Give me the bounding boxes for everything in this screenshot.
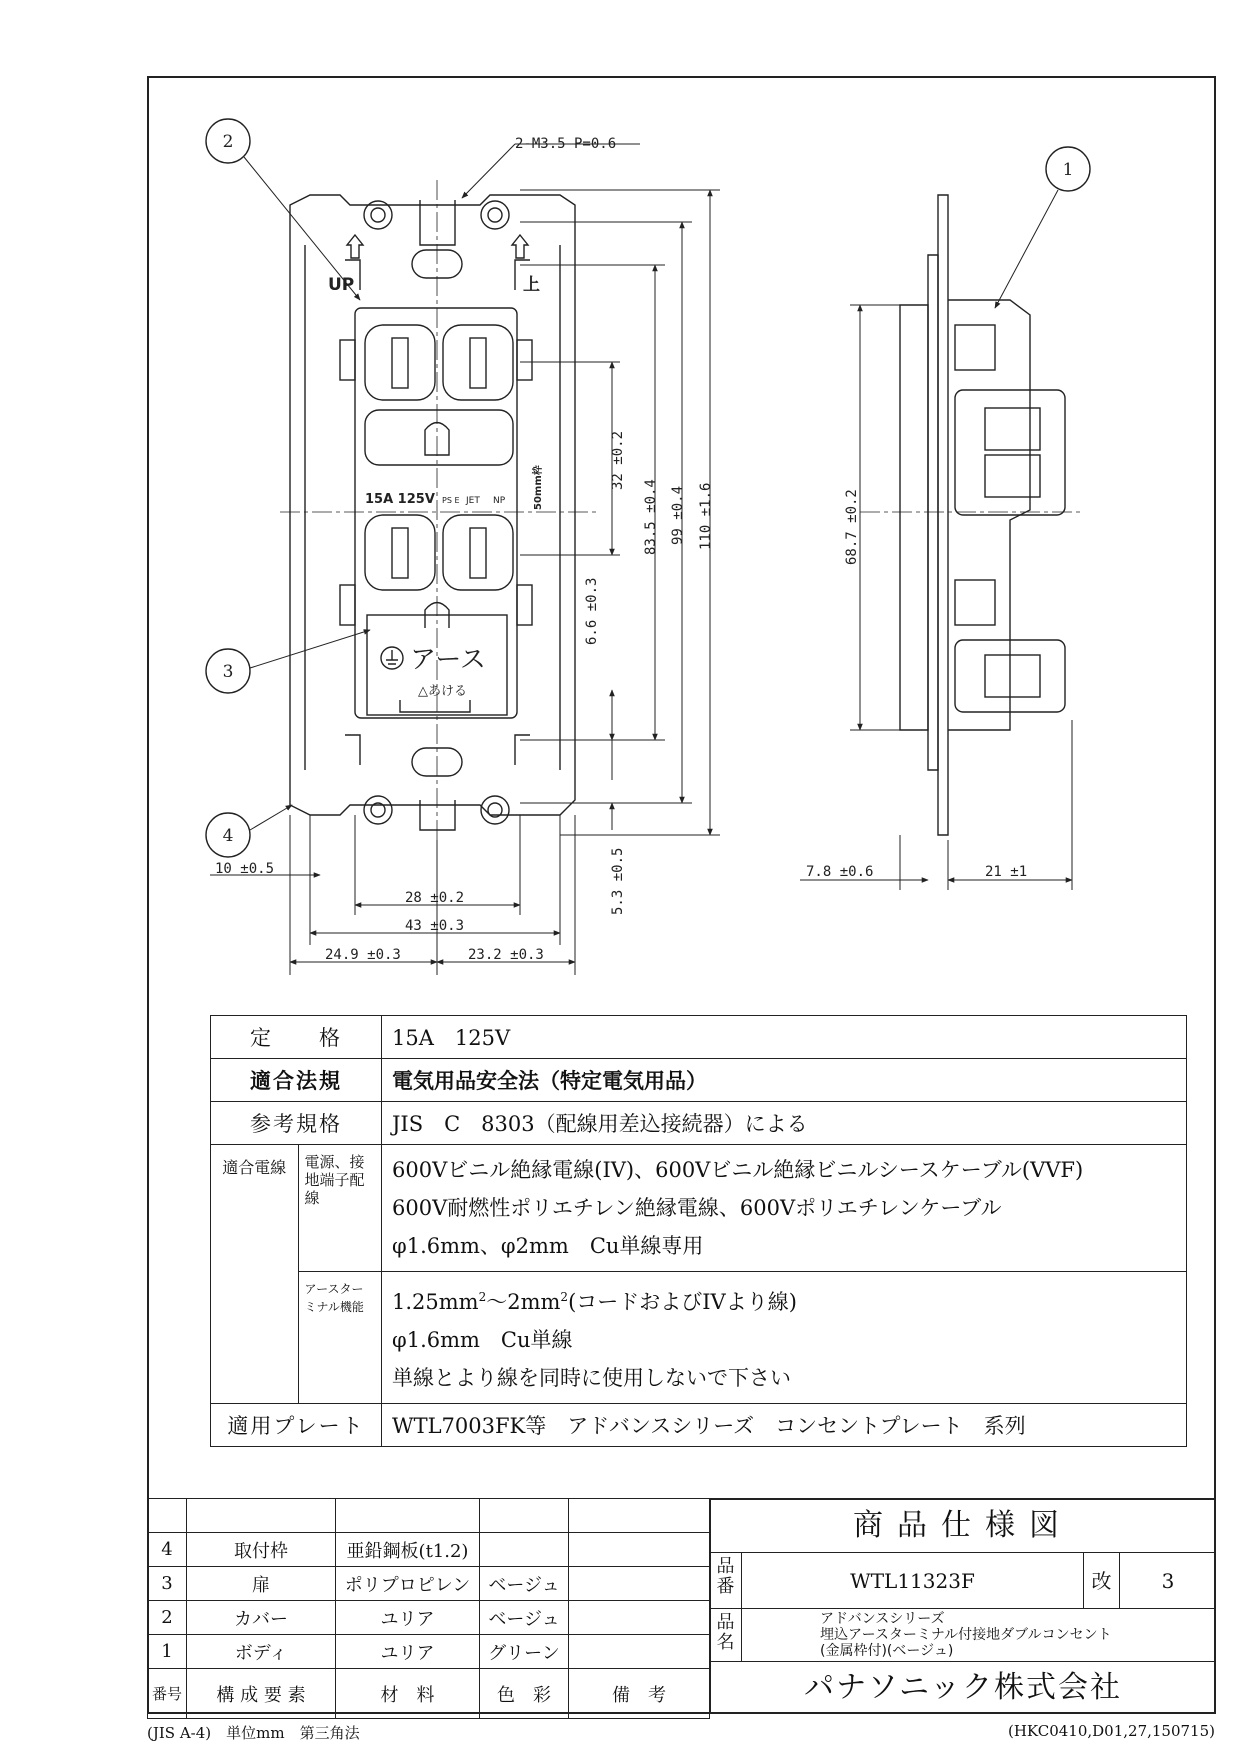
depth-text: 50mm枠 xyxy=(533,465,544,510)
header-no: 番号 xyxy=(148,1669,187,1719)
product-name-line-2: 埋込アースターミナル付接地ダブルコンセント xyxy=(820,1627,1112,1643)
wire-key: 適合電線 xyxy=(211,1145,299,1404)
drawing-title: 商品仕様図 xyxy=(710,1498,1216,1553)
spec-row-wire-power xyxy=(211,1145,1187,1272)
part-no: 4 xyxy=(148,1533,187,1567)
power-subkey: 電源、接地端子配線 xyxy=(298,1145,382,1272)
parts-table xyxy=(147,1498,710,1719)
plate-key: 適用プレート xyxy=(211,1404,382,1447)
part-note xyxy=(569,1601,710,1635)
callout-3: 3 xyxy=(222,662,234,682)
header-note: 備 考 xyxy=(569,1669,710,1719)
std-key: 参考規格 xyxy=(211,1102,382,1145)
part-element: 扉 xyxy=(187,1567,336,1601)
callout-2: 2 xyxy=(222,132,234,152)
part-no: 3 xyxy=(148,1567,187,1601)
up-jp-text: 上 xyxy=(523,275,540,295)
dim-10: 10 ±0.5 xyxy=(215,861,275,877)
company-name: パナソニック株式会社 xyxy=(804,1670,1122,1705)
part-material: ポリプロピレン xyxy=(336,1567,480,1601)
rating-key: 定 格 xyxy=(211,1016,382,1059)
rating-text: 15A 125V xyxy=(365,492,435,507)
power-values xyxy=(382,1145,1187,1272)
plate-value: WTL7003FK等 アドバンスシリーズ コンセントプレート 系列 xyxy=(382,1404,1187,1447)
spec-row-law xyxy=(211,1059,1187,1102)
part-element: ボディ xyxy=(187,1635,336,1669)
product-name-line-3: (金属枠付)(ベージュ) xyxy=(820,1643,954,1659)
spec-table xyxy=(210,1015,1187,1447)
dim-110: 110 ±1.6 xyxy=(698,482,714,550)
part-color: グリーン xyxy=(480,1635,569,1669)
header-color: 色 彩 xyxy=(480,1669,569,1719)
spec-row-standard xyxy=(211,1102,1187,1145)
pse-text: PS E xyxy=(442,496,460,505)
jet-text: JET xyxy=(466,496,480,506)
earth-line-1 xyxy=(392,1278,1176,1321)
dimension-lines xyxy=(210,144,1072,975)
part-note xyxy=(569,1533,710,1567)
dim-28: 28 ±0.2 xyxy=(405,890,465,906)
earth-size-2: ～2mm xyxy=(486,1290,561,1314)
earth-line-2: φ1.6mm Cu単線 xyxy=(392,1328,573,1352)
model-label: 品番 xyxy=(710,1553,742,1608)
parts-row xyxy=(148,1533,710,1567)
parts-row xyxy=(148,1567,710,1601)
product-name-line-1: アドバンスシリーズ xyxy=(820,1611,945,1627)
part-no: 1 xyxy=(148,1635,187,1669)
header-element: 構 成 要 素 xyxy=(187,1669,336,1719)
earth-size-1: 1.25mm xyxy=(392,1290,479,1314)
part-element: 取付枠 xyxy=(187,1533,336,1567)
np-text: NP xyxy=(493,496,506,506)
part-color: ベージュ xyxy=(480,1601,569,1635)
earth-note: (コードおよびIVより線) xyxy=(568,1290,797,1314)
part-material: ユリア xyxy=(336,1635,480,1669)
up-en-text: UP xyxy=(328,275,355,295)
dim-screw: 2-M3.5 P=0.6 xyxy=(515,136,617,152)
power-line-1: 600Vビニル絶縁電線(IV)、600Vビニル絶縁ビニルシースケーブル(VVF) xyxy=(392,1158,1084,1182)
part-note xyxy=(569,1635,710,1669)
earth-sup-1: 2 xyxy=(478,1290,487,1304)
spec-row-plate xyxy=(211,1404,1187,1447)
header-material: 材 料 xyxy=(336,1669,480,1719)
dim-99: 99 ±0.4 xyxy=(670,485,686,545)
spec-row-wire-earth xyxy=(211,1272,1187,1404)
part-note xyxy=(569,1567,710,1601)
name-label: 品名 xyxy=(710,1609,742,1661)
part-color xyxy=(480,1533,569,1567)
law-key: 適合法規 xyxy=(211,1059,382,1102)
parts-empty-row xyxy=(148,1499,710,1533)
callout-1: 1 xyxy=(1062,160,1074,180)
parts-row xyxy=(148,1635,710,1669)
earth-line-3: 単線とより線を同時に使用しないで下さい xyxy=(392,1366,791,1390)
part-element: カバー xyxy=(187,1601,336,1635)
law-value: 電気用品安全法（特定電気用品） xyxy=(382,1059,1187,1102)
power-line-3: φ1.6mm、φ2mm Cu単線専用 xyxy=(392,1234,704,1258)
open-text: △あける xyxy=(418,684,467,699)
std-value: JIS C 8303（配線用差込接続器）による xyxy=(382,1102,1187,1145)
callout-4: 4 xyxy=(222,826,234,846)
part-color: ベージュ xyxy=(480,1567,569,1601)
earth-subkey: アースターミナル機能 xyxy=(298,1272,382,1404)
title-block-border xyxy=(710,1498,1216,1714)
dimension-texts xyxy=(215,136,1027,963)
footer-units: (JIS A-4) 単位mm 第三角法 xyxy=(147,1724,360,1742)
dim-835: 83.5 ±0.4 xyxy=(643,479,659,555)
model-number: WTL11323F xyxy=(742,1553,1084,1608)
dim-249: 24.9 ±0.3 xyxy=(325,947,401,963)
rating-value: 15A 125V xyxy=(382,1016,1187,1059)
earth-values xyxy=(382,1272,1187,1404)
revision-number: 3 xyxy=(1161,1569,1175,1593)
dim-232: 23.2 ±0.3 xyxy=(468,947,544,963)
dim-21: 21 ±1 xyxy=(985,864,1028,880)
parts-row xyxy=(148,1601,710,1635)
power-line-2: 600V耐燃性ポリエチレン絶縁電線、600Vポリエチレンケーブル xyxy=(392,1196,1002,1220)
dim-43: 43 ±0.3 xyxy=(405,918,465,934)
part-material: 亜鉛鋼板(t1.2) xyxy=(336,1533,480,1567)
revision-label: 改 xyxy=(1084,1553,1120,1608)
parts-header-row xyxy=(148,1669,710,1719)
part-material: ユリア xyxy=(336,1601,480,1635)
dim-32: 32 ±0.2 xyxy=(610,430,626,490)
footer-doc-code: (HKC0410,D01,27,150715) xyxy=(1007,1722,1215,1740)
dim-53: 5.3 ±0.5 xyxy=(610,847,626,915)
spec-row-rating xyxy=(211,1016,1187,1059)
dim-78: 7.8 ±0.6 xyxy=(806,864,874,880)
dim-687: 68.7 ±0.2 xyxy=(844,489,860,565)
side-view xyxy=(860,195,1080,835)
dim-66: 6.6 ±0.3 xyxy=(584,577,600,645)
earth-sup-2: 2 xyxy=(560,1290,569,1304)
earth-text: アース xyxy=(410,645,486,675)
part-no: 2 xyxy=(148,1601,187,1635)
